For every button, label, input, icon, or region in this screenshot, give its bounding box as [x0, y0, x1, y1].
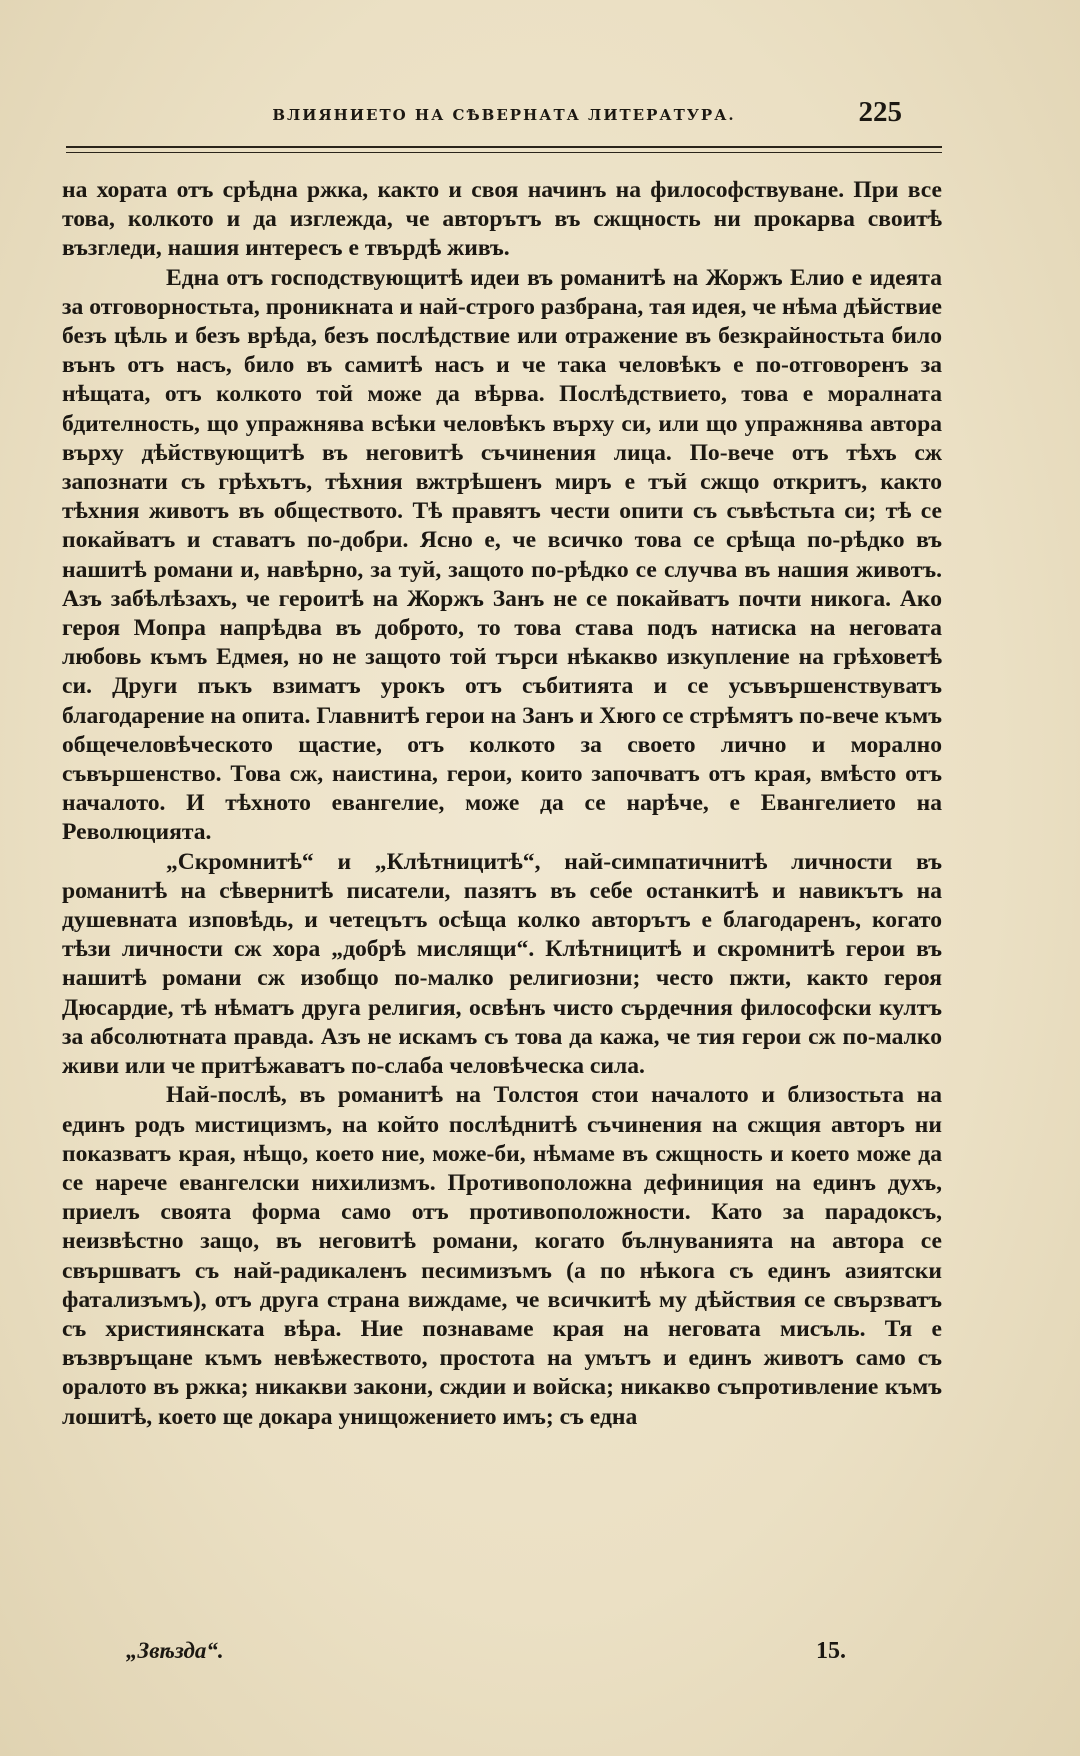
running-title: ВЛИЯНИЕТО НА СѢВЕРНАТА ЛИТЕРАТУРА.: [272, 106, 736, 124]
page-footer: [66, 1638, 942, 1678]
paragraph: Една отъ господствующитѣ идеи въ романитѣ на Жоржъ Елио е идеята за отговорностьта, проникната и най-строго разбрана, тая идея, че нѣма дѣйствие безъ цѣль и безъ врѣда, безъ послѣдствие или отражение въ безкрайностьта било вънъ отъ насъ, било въ самитѣ насъ и че така человѣкъ е по-отговоренъ за нѣщата, отъ колкото той може да вѣрва. Послѣдствието, това е моралната бдителность, що упражнява всѣки человѣкъ върху си, или що упражнява автора върху дѣйствующитѣ въ неговитѣ съчинения лица. По-вече отъ тѣхъ сж запознати съ грѣхътъ, тѣхния вжтрѣшенъ миръ е тъй сжщо откритъ, както тѣхния животъ въ обществото. Тѣ правятъ чести опити съ съвѣстьта си; тѣ се покайватъ и ставатъ по-добри. Ясно е, че всичко това се срѣща по-рѣдко въ нашитѣ романи и, навѣрно, за туй, защото по-рѣдко се случва въ нашия животъ. Азъ забѣлѣзахъ, че героитѣ на Жоржъ Занъ не се покайватъ почти никога. Ако героя Мопра напрѣдва въ доброто, то това става подъ натиска на неговата любовь къмъ Едмея, но не защото той търси нѣкакво изкупление на грѣховетѣ си. Други пъкъ взиматъ урокъ отъ събитията и се усъвършенствуватъ благодарение на опита. Главнитѣ герои на Занъ и Хюго се стрѣмятъ по-вече къмъ общечеловѣческото щастие, отъ колкото за своето лично и морално съвършенство. Това сж, наистина, герои, които започватъ отъ края, вмѣсто отъ началото. И тѣхното евангелие, може да се нарѣче, е Евангелието на Революцията.: [62, 264, 942, 846]
paragraph: „Скромнитѣ“ и „Клѣтницитѣ“, най-симпатичнитѣ личности въ романитѣ на сѣвернитѣ писатели, пазятъ въ себе останкитѣ и навикътъ на душевната изповѣдь, и четецътъ осѣща колко авторътъ е благодаренъ, когато тѣзи личности сж хора „добрѣ мислящи“. Клѣтницитѣ и скромнитѣ герои въ нашитѣ романи сж изобщо по-малко религиозни; често пжти, както героя Дюсардие, тѣ нѣматъ друга религия, освѣнъ чисто сърдечния философски култъ за абсолютната правда. Азъ не искамъ съ това да кажа, че тия герои сж по-малко живи или че притѣжаватъ по-слаба человѣческа сила.: [62, 848, 942, 1080]
header-rule-thin: [66, 152, 942, 153]
paragraph: Най-послѣ, въ романитѣ на Толстоя стои началото и близостьта на единъ родъ мистицизмъ, на който послѣднитѣ съчинения на сжщия авторъ ни показватъ края, нѣщо, което ние, може-би, нѣмаме въ сжщность и което може да се нарече евангелски нихилизмъ. Противоположна дефиниция на единъ духъ, приелъ своята форма само отъ противоположности. Като за парадоксъ, неизвѣстно защо, въ неговитѣ романи, когато бълнуванията на автора се свършватъ съ най-радикаленъ песимизъмъ (а по нѣкога съ единъ азиятски фатализъмъ), отъ друга страна виждаме, че всичкитѣ му дѣйствия се свързватъ съ християнската вѣра. Ние познаваме края на неговата мисъль. Тя е възвръщане къмъ невѣжеството, простота на умътъ и единъ животъ само съ оралото въ ржка; никакви закони, сждии и войска; никакво съпротивление къмъ лошитѣ, което ще докара унищожението имъ; съ една: [62, 1082, 942, 1430]
running-header: [66, 96, 942, 146]
page-number: 225: [858, 96, 902, 128]
sheet-number: 15.: [816, 1638, 846, 1664]
header-rule-thick: [66, 146, 942, 148]
paragraph-continuation: на хората отъ срѣдна ржка, както и своя начинъ на философствуване. При все това, колкото и да изглежда, че авторътъ въ сжщность ни прокарва своитѣ възгледи, нашия интересъ е твърдѣ живъ.: [62, 177, 942, 262]
signature-mark: „Звѣзда“.: [126, 1638, 224, 1663]
body-text: [62, 176, 942, 1432]
